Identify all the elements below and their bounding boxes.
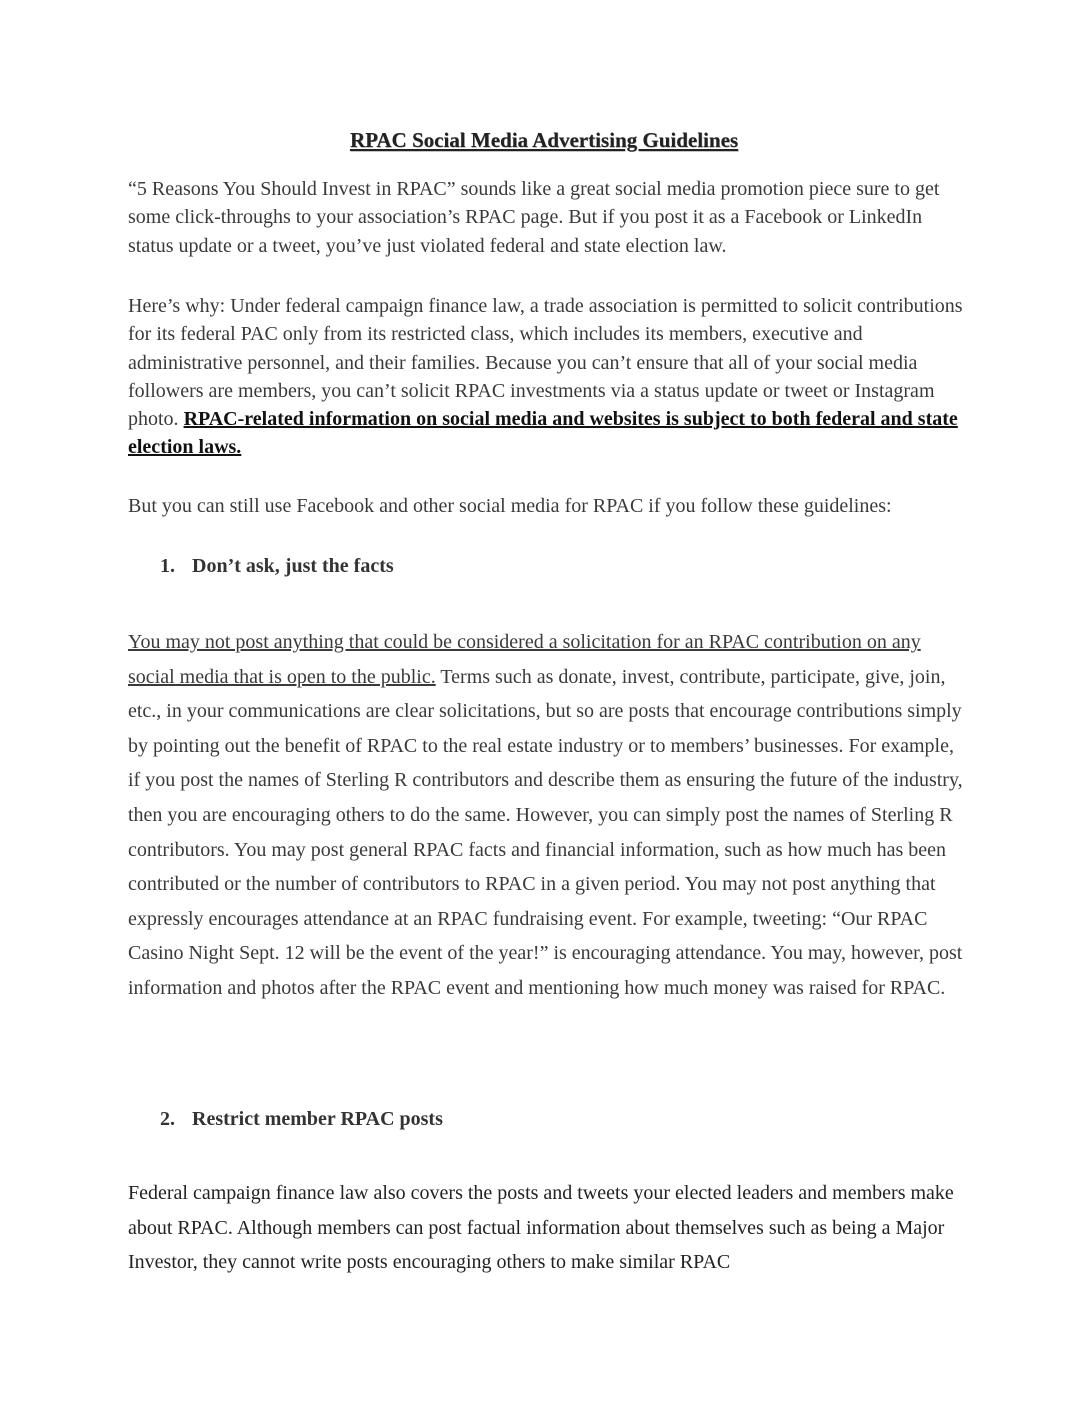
- why-paragraph: [128, 292, 964, 462]
- section-number: 2.: [160, 1108, 175, 1130]
- section-1-lead: You may not post anything that could be considered a solicitation for an RPAC contribution on any social media that is open to the public.: [128, 631, 921, 688]
- section-heading-1: [160, 555, 394, 578]
- why-text: Here’s why: Under federal campaign finance law, a trade association is permitted to solicit contributions for its federal PAC only from its restricted class, which includes its members, executive and administrative personnel, and their families. Because you can’t ensure that all of your social media followers are members, you can’t solicit RPAC investments via a status update or tweet or Instagram photo.: [128, 295, 963, 431]
- guidelines-intro: But you can still use Facebook and other social media for RPAC if you follow these guidelines:: [128, 495, 892, 517]
- section-heading-text: Restrict member RPAC posts: [192, 1108, 443, 1130]
- section-heading-2: [160, 1108, 443, 1131]
- section-1-paragraph: [128, 625, 964, 1006]
- document-title: RPAC Social Media Advertising Guidelines: [349, 128, 739, 152]
- section-heading-text: Don’t ask, just the facts: [192, 555, 394, 577]
- section-1-body: Terms such as donate, invest, contribute, participate, give, join, etc., in your communications are clear solicitations, but so are posts that encourage contributions simply by pointing out the benefit of RPAC to the real estate industry or to members’ businesses. For example, if you post the names of Sterling R contributors and describe them as ensuring the future of the industry, then you are encouraging others to do the same. However, you can simply post the names of Sterling R contributors. You may post general RPAC facts and financial information, such as how much has been contributed or the number of contributors to RPAC in a given period. You may not post anything that expressly encourages attendance at an RPAC fundraising event. For example, tweeting: “Our RPAC Casino Night Sept. 12 will be the event of the year!” is encouraging attendance. You may, however, post information and photos after the RPAC event and mentioning how much money was raised for RPAC.: [128, 665, 963, 999]
- section-2-paragraph: Federal campaign finance law also covers the posts and tweets your elected leaders and members make about RPAC. Although members can post factual information about themselves such as being a Major Investor, they cannot write posts encouraging others to make similar RPAC: [128, 1182, 954, 1274]
- section-number: 1.: [160, 555, 175, 577]
- why-emphasis: RPAC-related information on social media and websites is subject to both federal and state election laws.: [128, 408, 958, 459]
- intro-paragraph: “5 Reasons You Should Invest in RPAC” sounds like a great social media promotion piece sure to get some click-throughs to your association’s RPAC page. But if you post it as a Facebook or LinkedIn status update or a tweet, you’ve just violated federal and state election law.: [128, 178, 940, 257]
